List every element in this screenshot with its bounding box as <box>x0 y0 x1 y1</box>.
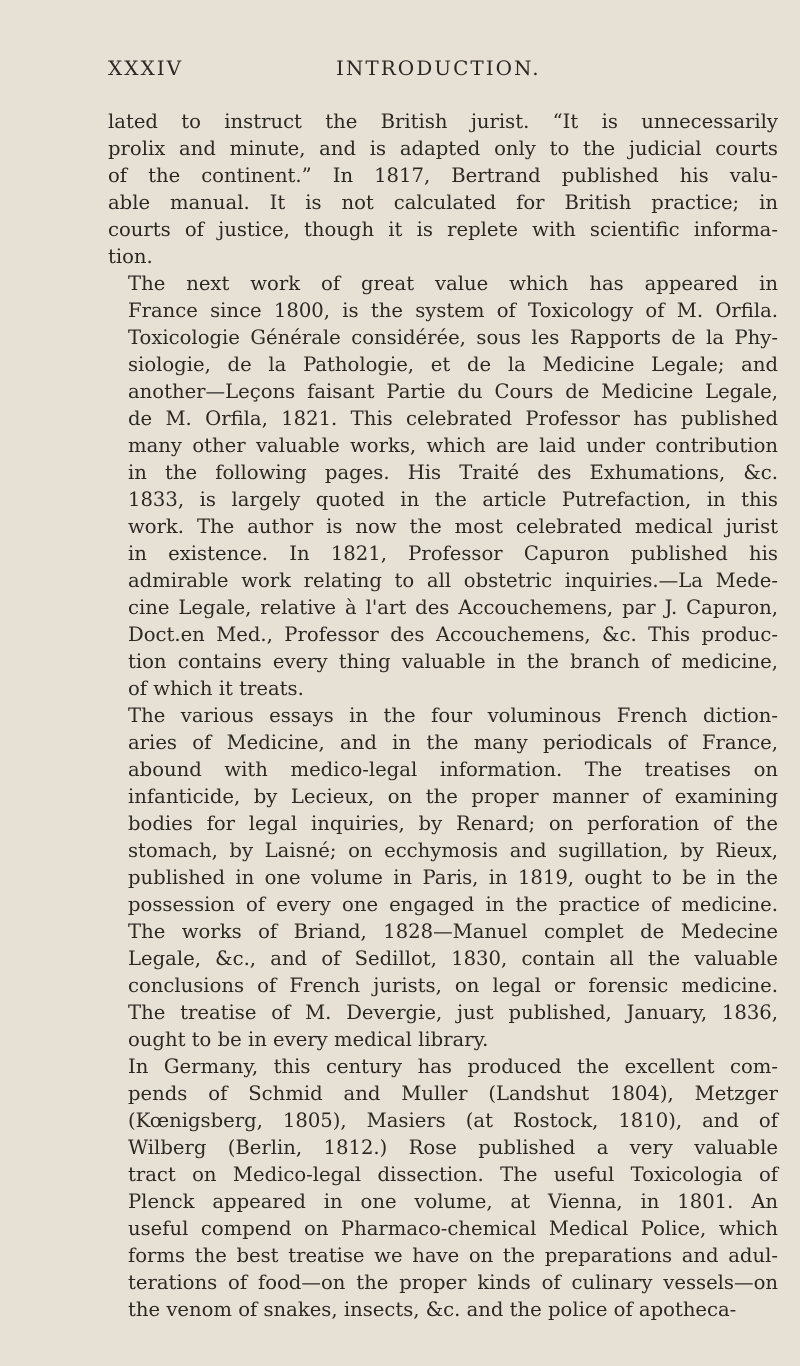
text-line: tract on Medico-legal dissection. The useful Toxicologia of <box>128 1163 778 1186</box>
text-line: In Germany, this century has produced the excellent com- <box>128 1055 778 1078</box>
text-line: bodies for legal inquiries, by Renard; on perforation of the <box>128 812 778 835</box>
text-line: courts of justice, though it is replete with scientific informa- <box>108 218 778 241</box>
running-title: INTRODUCTION. <box>336 56 541 80</box>
text-line: France since 1800, is the system of Toxicology of M. Orfila. <box>128 299 778 322</box>
page-header <box>108 56 740 86</box>
text-line: prolix and minute, and is adapted only to the judicial courts <box>108 137 778 160</box>
text-line: the venom of snakes, insects, &c. and the police of apotheca- <box>128 1298 737 1321</box>
text-line: terations of food—on the proper kinds of culinary vessels—on <box>128 1271 778 1294</box>
text-line: Plenck appeared in one volume, at Vienna, in 1801. An <box>128 1190 778 1213</box>
text-line: 1833, is largely quoted in the article Putrefaction, in this <box>128 488 778 511</box>
text-line: tion. <box>108 245 153 268</box>
text-line: admirable work relating to all obstetric inquiries.—La Mede- <box>128 569 778 592</box>
text-line: tion contains every thing valuable in the branch of medicine, <box>128 650 778 673</box>
text-line: in the following pages. His Traité des Exhumations, &c. <box>128 461 778 484</box>
text-line: The next work of great value which has appeared in <box>128 272 778 295</box>
text-line: stomach, by Laisné; on ecchymosis and sugillation, by Rieux, <box>128 839 778 862</box>
paragraph <box>108 1053 778 1323</box>
text-line: lated to instruct the British jurist. “It is unnecessarily <box>108 110 778 133</box>
text-line: The various essays in the four voluminous French diction- <box>128 704 778 727</box>
text-line: The treatise of M. Devergie, just published, January, 1836, <box>128 1001 778 1024</box>
text-line: conclusions of French jurists, on legal or forensic medicine. <box>128 974 778 997</box>
text-line: abound with medico-legal information. The treatises on <box>128 758 778 781</box>
text-line: many other valuable works, which are laid under contribution <box>128 434 778 457</box>
text-line: The works of Briand, 1828—Manuel complet de Medecine <box>128 920 778 943</box>
paragraph <box>108 270 778 702</box>
paragraph <box>108 108 778 270</box>
text-line: useful compend on Pharmaco-chemical Medical Police, which <box>128 1217 778 1240</box>
text-line: published in one volume in Paris, in 1819, ought to be in the <box>128 866 778 889</box>
text-line: ought to be in every medical library. <box>128 1028 489 1051</box>
text-line: de M. Orfila, 1821. This celebrated Professor has published <box>128 407 778 430</box>
text-line: of the continent.” In 1817, Bertrand published his valu- <box>108 164 778 187</box>
text-line: of which it treats. <box>128 677 304 700</box>
text-line: another—Leçons faisant Partie du Cours de Medicine Legale, <box>128 380 778 403</box>
page-number: XXXIV <box>108 56 184 80</box>
text-line: Legale, &c., and of Sedillot, 1830, contain all the valuable <box>128 947 778 970</box>
text-line: aries of Medicine, and in the many periodicals of France, <box>128 731 778 754</box>
paragraph <box>108 702 778 1053</box>
text-line: possession of every one engaged in the practice of medicine. <box>128 893 778 916</box>
text-line: forms the best treatise we have on the preparations and adul- <box>128 1244 778 1267</box>
text-line: able manual. It is not calculated for British practice; in <box>108 191 778 214</box>
text-line: pends of Schmid and Muller (Landshut 1804), Metzger <box>128 1082 778 1105</box>
text-line: Doct.en Med., Professor des Accouchemens, &c. This produc- <box>128 623 778 646</box>
text-line: cine Legale, relative à l'art des Accouchemens, par J. Capuron, <box>128 596 778 619</box>
text-line: Wilberg (Berlin, 1812.) Rose published a very valuable <box>128 1136 778 1159</box>
text-line: in existence. In 1821, Professor Capuron published his <box>128 542 778 565</box>
text-line: infanticide, by Lecieux, on the proper manner of examining <box>128 785 778 808</box>
page-body <box>108 108 778 1323</box>
text-line: work. The author is now the most celebrated medical jurist <box>128 515 778 538</box>
text-line: siologie, de la Pathologie, et de la Medicine Legale; and <box>128 353 778 376</box>
text-line: (Kœnigsberg, 1805), Masiers (at Rostock, 1810), and of <box>128 1109 778 1132</box>
text-line: Toxicologie Générale considérée, sous les Rapports de la Phy- <box>128 326 778 349</box>
